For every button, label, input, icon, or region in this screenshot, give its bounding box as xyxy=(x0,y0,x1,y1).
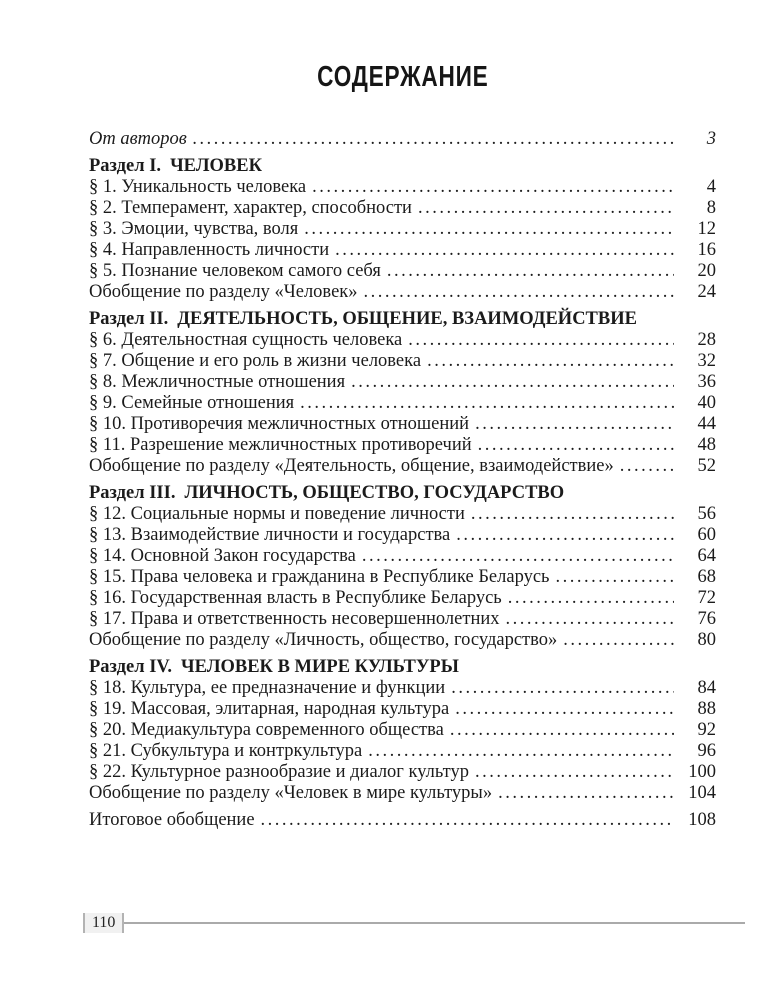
toc-entry-page: 100 xyxy=(688,762,716,782)
toc-entry xyxy=(89,588,716,609)
toc-entry-page: 104 xyxy=(688,783,716,803)
toc-entry-label: § 19. Массовая, элитарная, народная культура xyxy=(89,699,450,719)
toc-entry xyxy=(89,810,716,831)
dot-leader xyxy=(478,435,674,456)
dot-leader xyxy=(312,177,674,198)
toc-entry xyxy=(89,393,716,414)
toc-entry-label: § 4. Направленность личности xyxy=(89,240,330,260)
toc-entry-page: 56 xyxy=(697,504,716,524)
toc-entry xyxy=(89,504,716,525)
toc-entry-label: § 12. Социальные нормы и поведение личности xyxy=(89,504,465,524)
toc-entry xyxy=(89,129,716,150)
toc-entry-label: § 13. Взаимодействие личности и государства xyxy=(89,525,451,545)
section-title: ЧЕЛОВЕК В МИРЕ КУЛЬТУРЫ xyxy=(181,657,459,677)
toc-entry xyxy=(89,414,716,435)
dot-leader xyxy=(508,588,674,609)
toc-entry-page: 76 xyxy=(697,609,716,629)
toc-entry xyxy=(89,177,716,198)
dot-leader xyxy=(304,219,674,240)
toc-entry-page: 32 xyxy=(697,351,716,371)
toc-entry-page: 12 xyxy=(697,219,716,239)
dot-leader xyxy=(456,525,674,546)
dot-leader xyxy=(506,609,674,630)
toc-entry-page: 28 xyxy=(697,330,716,350)
toc-entry-page: 16 xyxy=(697,240,716,260)
toc-entry-label: Обобщение по разделу «Личность, общество, государство» xyxy=(89,630,558,650)
toc-entry xyxy=(89,219,716,240)
toc-entry-page: 64 xyxy=(697,546,716,566)
footer-page-number: 110 xyxy=(85,913,122,933)
toc-entry-label: Обобщение по разделу «Человек» xyxy=(89,282,358,302)
toc-entry xyxy=(89,609,716,630)
dot-leader xyxy=(261,810,674,831)
toc-entry-label: § 16. Государственная власть в Республике Беларусь xyxy=(89,588,502,608)
dot-leader xyxy=(498,783,674,804)
toc-entry-label: § 14. Основной Закон государства xyxy=(89,546,356,566)
toc-entry-page: 40 xyxy=(697,393,716,413)
toc-entry-label: § 21. Субкультура и контркультура xyxy=(89,741,363,761)
toc-entry-label: § 11. Разрешение межличностных противоречий xyxy=(89,435,472,455)
toc-entry-page: 20 xyxy=(697,261,716,281)
section-number: Раздел IV. xyxy=(89,657,173,677)
toc-entry-page: 48 xyxy=(697,435,716,455)
dot-leader xyxy=(563,630,674,651)
dot-leader xyxy=(620,456,674,477)
dot-leader xyxy=(351,372,674,393)
toc-entry-label: Обобщение по разделу «Человек в мире культуры» xyxy=(89,783,493,803)
toc-entry-label: § 20. Медиакультура современного общества xyxy=(89,720,444,740)
section-title: ЧЕЛОВЕК xyxy=(170,156,263,176)
section-heading xyxy=(89,156,716,177)
dot-leader xyxy=(335,240,674,261)
toc-entry-page: 88 xyxy=(697,699,716,719)
toc-entry xyxy=(89,198,716,219)
toc-entry-label: От авторов xyxy=(89,129,187,149)
toc-entry xyxy=(89,330,716,351)
toc-entry-page: 3 xyxy=(706,129,716,149)
toc-entry-label: § 17. Права и ответственность несовершеннолетних xyxy=(89,609,500,629)
dot-leader xyxy=(408,330,674,351)
toc-entry xyxy=(89,741,716,762)
toc-entry-page: 44 xyxy=(697,414,716,434)
toc-entry xyxy=(89,240,716,261)
toc-entry-page: 92 xyxy=(697,720,716,740)
toc-entry-label: § 8. Межличностные отношения xyxy=(89,372,346,392)
toc-list xyxy=(89,129,716,831)
toc-entry-label: § 22. Культурное разнообразие и диалог культур xyxy=(89,762,469,782)
dot-leader xyxy=(475,414,674,435)
toc-entry xyxy=(89,435,716,456)
toc-entry-label: § 1. Уникальность человека xyxy=(89,177,307,197)
dot-leader xyxy=(387,261,674,282)
toc-entry-page: 84 xyxy=(697,678,716,698)
dot-leader xyxy=(450,720,674,741)
dot-leader xyxy=(556,567,675,588)
toc-entry-page: 108 xyxy=(688,810,716,830)
toc-entry-page: 68 xyxy=(697,567,716,587)
dot-leader xyxy=(193,129,674,150)
toc-entry-label: § 6. Деятельностная сущность человека xyxy=(89,330,403,350)
section-heading xyxy=(89,309,716,330)
page-title xyxy=(89,61,716,94)
dot-leader xyxy=(300,393,674,414)
page-footer xyxy=(83,913,745,933)
toc-entry-label: § 7. Общение и его роль в жизни человека xyxy=(89,351,422,371)
dot-leader xyxy=(471,504,674,525)
toc-entry-page: 8 xyxy=(706,198,716,218)
toc-entry xyxy=(89,762,716,783)
toc-entry xyxy=(89,546,716,567)
toc-entry-page: 52 xyxy=(697,456,716,476)
toc-entry xyxy=(89,525,716,546)
dot-leader xyxy=(364,282,674,303)
dot-leader xyxy=(368,741,674,762)
dot-leader xyxy=(418,198,674,219)
toc-entry xyxy=(89,351,716,372)
toc-entry-label: § 5. Познание человеком самого себя xyxy=(89,261,381,281)
toc-entry-page: 60 xyxy=(697,525,716,545)
toc-entry-page: 24 xyxy=(697,282,716,302)
toc-entry xyxy=(89,630,716,651)
toc-entry-label: § 10. Противоречия межличностных отношений xyxy=(89,414,470,434)
toc-entry-label: § 15. Права человека и гражданина в Республике Беларусь xyxy=(89,567,550,587)
toc-entry xyxy=(89,678,716,699)
dot-leader xyxy=(455,699,674,720)
toc-entry-page: 80 xyxy=(697,630,716,650)
toc-entry xyxy=(89,456,716,477)
section-number: Раздел II. xyxy=(89,309,169,329)
section-number: Раздел III. xyxy=(89,483,176,503)
toc-entry-page: 4 xyxy=(706,177,716,197)
dot-leader xyxy=(451,678,674,699)
section-title: ЛИЧНОСТЬ, ОБЩЕСТВО, ГОСУДАРСТВО xyxy=(184,483,565,503)
toc-entry xyxy=(89,261,716,282)
toc-entry-page: 72 xyxy=(697,588,716,608)
toc-entry xyxy=(89,699,716,720)
section-title: ДЕЯТЕЛЬНОСТЬ, ОБЩЕНИЕ, ВЗАИМОДЕЙСТВИЕ xyxy=(177,309,637,329)
toc-entry-page: 36 xyxy=(697,372,716,392)
toc-entry-label: § 9. Семейные отношения xyxy=(89,393,295,413)
section-heading xyxy=(89,657,716,678)
dot-leader xyxy=(362,546,674,567)
toc-entry-label: § 2. Темперамент, характер, способности xyxy=(89,198,412,218)
dot-leader xyxy=(475,762,674,783)
toc-entry-page: 96 xyxy=(697,741,716,761)
section-number: Раздел I. xyxy=(89,156,162,176)
page-title-text: СОДЕРЖАНИЕ xyxy=(316,61,489,93)
toc-entry-label: § 3. Эмоции, чувства, воля xyxy=(89,219,299,239)
toc-entry xyxy=(89,282,716,303)
toc-entry xyxy=(89,567,716,588)
dot-leader xyxy=(427,351,674,372)
toc-entry xyxy=(89,372,716,393)
toc-entry xyxy=(89,783,716,804)
toc-entry-label: Обобщение по разделу «Деятельность, общение, взаимодействие» xyxy=(89,456,614,476)
toc-entry-label: § 18. Культура, ее предназначение и функции xyxy=(89,678,446,698)
section-heading xyxy=(89,483,716,504)
footer-rule xyxy=(124,922,745,924)
toc-entry xyxy=(89,720,716,741)
toc-entry-label: Итоговое обобщение xyxy=(89,810,255,830)
